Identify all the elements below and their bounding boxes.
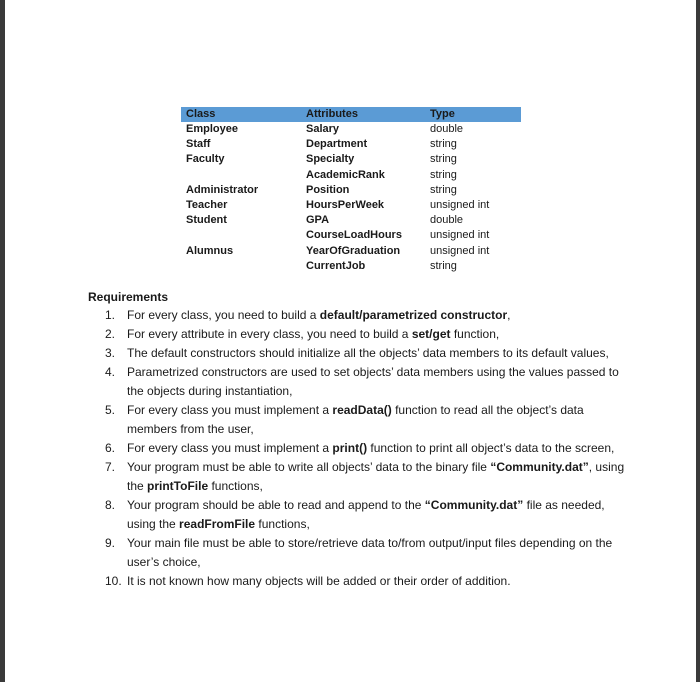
attribute-cell: Specialty	[306, 153, 355, 166]
requirement-fragment: function to read all the object’s data members from the user,	[127, 403, 584, 436]
requirement-fragment: For every attribute in every class, you need to build a	[127, 327, 412, 341]
type-cell: string	[430, 183, 457, 196]
requirement-item	[100, 325, 630, 344]
requirement-item	[100, 534, 630, 572]
attribute-cell: Position	[306, 183, 350, 196]
table-row	[181, 198, 521, 213]
requirement-item	[100, 496, 630, 534]
type-cell: string	[430, 138, 457, 151]
requirement-fragment: For every class, you need to build a	[127, 308, 320, 322]
type-cell: unsigned int	[430, 198, 490, 211]
requirement-fragment: , using the	[127, 460, 625, 493]
requirement-emphasis: readFromFile	[179, 517, 256, 531]
requirement-item	[100, 458, 630, 496]
requirement-text	[127, 498, 605, 531]
requirement-fragment: file as needed, using the	[127, 498, 605, 531]
table-row	[181, 213, 521, 228]
header-attributes: Attributes	[306, 108, 358, 120]
requirement-number: 9.	[105, 536, 116, 550]
class-attributes-table	[181, 107, 521, 274]
requirement-item	[100, 572, 630, 591]
table-body	[181, 122, 521, 274]
requirement-text	[127, 441, 614, 455]
type-cell: double	[430, 214, 464, 227]
requirement-fragment: Your program should be able to read and append to the	[127, 498, 425, 512]
requirement-emphasis: default/parametrized constructor	[319, 308, 508, 322]
requirement-fragment: function to print all object’s data to the screen,	[367, 441, 615, 455]
header-class: Class	[186, 108, 216, 120]
requirement-number: 6.	[105, 441, 116, 455]
requirement-item	[100, 401, 630, 439]
type-cell: double	[430, 123, 464, 135]
requirement-number: 5.	[105, 403, 116, 417]
left-border	[0, 0, 5, 682]
type-cell: string	[430, 153, 457, 166]
requirement-number: 4.	[105, 365, 116, 379]
requirement-fragment: For every class you must implement a	[127, 403, 333, 417]
requirement-emphasis: set/get	[411, 327, 451, 341]
requirement-text	[127, 574, 511, 588]
requirement-fragment: ,	[507, 308, 511, 322]
attribute-cell: CourseLoadHours	[306, 229, 402, 242]
table-header	[181, 107, 521, 122]
requirement-fragment: For every class you must implement a	[127, 441, 333, 455]
table-row	[181, 122, 521, 137]
requirement-number: 10.	[105, 574, 122, 588]
requirement-number: 7.	[105, 460, 116, 474]
table-row	[181, 137, 521, 152]
requirement-number: 3.	[105, 346, 116, 360]
requirement-fragment: Your program must be able to write all objects’ data to the binary file	[127, 460, 491, 474]
attribute-cell: GPA	[306, 214, 330, 227]
attribute-cell: CurrentJob	[306, 259, 366, 272]
class-cell: Student	[186, 214, 227, 227]
right-border	[696, 0, 700, 682]
requirement-text	[127, 460, 624, 493]
table-row	[181, 259, 521, 274]
type-cell: string	[430, 259, 457, 272]
requirement-fragment: Your main file must be able to store/retrieve data to/from output/input files depending on the user’s choice,	[127, 536, 613, 569]
requirement-emphasis: readData()	[332, 403, 392, 417]
attribute-cell: AcademicRank	[306, 168, 385, 181]
attribute-cell: Department	[306, 138, 368, 151]
attribute-cell: HoursPerWeek	[306, 198, 385, 211]
class-cell: Faculty	[186, 153, 225, 166]
requirement-fragment: Parametrized constructors are used to set objects’ data members using the values passed to the objects during instantiation,	[127, 365, 619, 398]
requirement-number: 1.	[105, 308, 116, 322]
requirement-text	[127, 346, 609, 360]
requirement-emphasis: print()	[332, 441, 368, 455]
table-row	[181, 152, 521, 167]
requirement-item	[100, 306, 630, 325]
class-cell: Teacher	[186, 198, 228, 211]
requirement-text	[127, 365, 619, 398]
requirement-item	[100, 363, 630, 401]
attribute-cell: Salary	[306, 123, 340, 135]
requirements-title: Requirements	[88, 290, 169, 304]
requirement-number: 2.	[105, 327, 116, 341]
requirement-text	[127, 536, 612, 569]
attribute-cell: YearOfGraduation	[306, 244, 401, 257]
type-cell: unsigned int	[430, 244, 490, 257]
class-cell: Alumnus	[186, 244, 234, 257]
requirement-fragment: functions,	[255, 517, 310, 531]
requirement-emphasis: printToFile	[147, 479, 209, 493]
requirement-fragment: functions,	[208, 479, 263, 493]
requirement-fragment: It is not known how many objects will be added or their order of addition.	[127, 574, 511, 588]
class-cell: Employee	[186, 123, 238, 135]
requirement-item	[100, 344, 630, 363]
table-row	[181, 228, 521, 243]
header-type: Type	[430, 108, 455, 120]
type-cell: unsigned int	[430, 229, 490, 242]
requirement-emphasis: “Community.dat”	[490, 460, 589, 474]
requirement-number: 8.	[105, 498, 116, 512]
requirement-item	[100, 439, 630, 458]
requirement-text	[127, 403, 584, 436]
class-cell: Staff	[186, 138, 211, 151]
table-row	[181, 183, 521, 198]
table-row	[181, 244, 521, 259]
requirements-list	[100, 306, 630, 591]
requirement-fragment: function,	[450, 327, 500, 341]
requirement-text	[127, 327, 499, 341]
requirement-text	[127, 308, 511, 322]
type-cell: string	[430, 168, 457, 181]
requirement-fragment: The default constructors should initialize all the objects’ data members to its default values,	[127, 346, 609, 360]
requirement-emphasis: “Community.dat”	[424, 498, 524, 512]
class-cell: Administrator	[186, 183, 259, 196]
table-row	[181, 168, 521, 183]
